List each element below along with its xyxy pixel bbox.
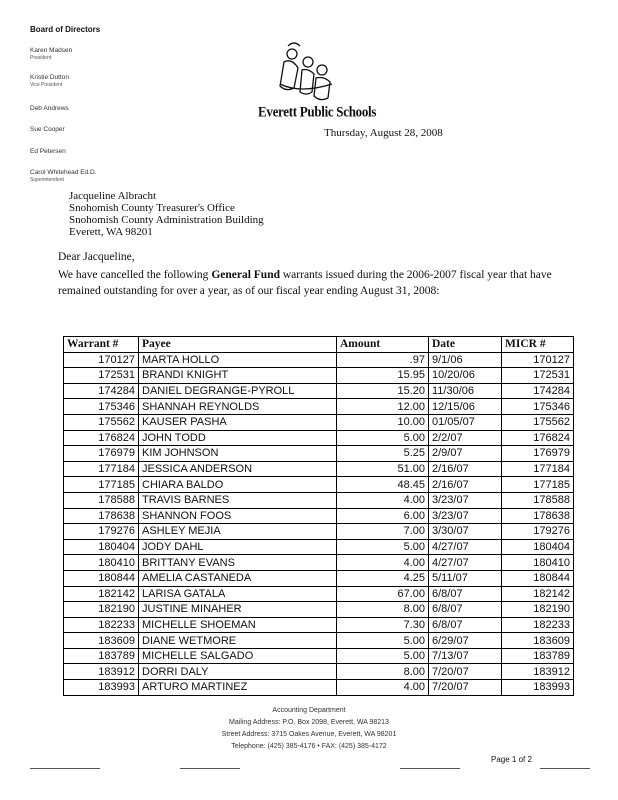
cell-amount: 4.00 [337, 680, 429, 696]
cell-micr: 183609 [502, 633, 574, 649]
cell-date: 2/16/07 [429, 477, 502, 493]
cell-micr: 177184 [502, 461, 574, 477]
member-role: Superintendent [30, 177, 64, 183]
footer-rule [540, 768, 590, 769]
cell-date: 3/23/07 [429, 492, 502, 508]
cell-payee: JESSICA ANDERSON [139, 461, 337, 477]
table-row [64, 602, 574, 618]
cell-date: 10/20/06 [429, 368, 502, 384]
cell-payee: KAUSER PASHA [139, 414, 337, 430]
board-of-directors [30, 25, 150, 34]
cell-date: 2/16/07 [429, 461, 502, 477]
table-row [64, 352, 574, 368]
cell-warrant: 180404 [64, 539, 139, 555]
cell-date: 7/20/07 [429, 680, 502, 696]
cell-warrant: 175562 [64, 414, 139, 430]
cell-date: 2/9/07 [429, 446, 502, 462]
footer-rule [400, 768, 460, 769]
cell-amount: 5.00 [337, 648, 429, 664]
header-date: Date [429, 337, 502, 353]
table-row [64, 414, 574, 430]
cell-payee: MICHELLE SALGADO [139, 648, 337, 664]
cell-payee: BRANDI KNIGHT [139, 368, 337, 384]
cell-payee: AMELIA CASTANEDA [139, 570, 337, 586]
cell-payee: TRAVIS BARNES [139, 492, 337, 508]
table-row [64, 383, 574, 399]
cell-date: 6/8/07 [429, 586, 502, 602]
cell-warrant: 176979 [64, 446, 139, 462]
footer-rule [30, 768, 100, 769]
cell-amount: 48.45 [337, 477, 429, 493]
table-row [64, 368, 574, 384]
cell-payee: DANIEL DEGRANGE-PYROLL [139, 383, 337, 399]
member-role: Vice President [30, 82, 63, 88]
member-name: Sue Cooper [30, 126, 65, 133]
cell-payee: BRITTANY EVANS [139, 555, 337, 571]
cell-warrant: 180410 [64, 555, 139, 571]
cell-micr: 183993 [502, 680, 574, 696]
table-row [64, 586, 574, 602]
header-warrant: Warrant # [64, 337, 139, 353]
cell-amount: 4.00 [337, 492, 429, 508]
cell-micr: 170127 [502, 352, 574, 368]
footer-dept: Accounting Department [272, 707, 346, 714]
member-name: Carol Whitehead Ed.D. [30, 169, 97, 176]
table-row [64, 648, 574, 664]
cell-date: 01/05/07 [429, 414, 502, 430]
member-name: Ed Petersen [30, 148, 66, 155]
cell-micr: 176979 [502, 446, 574, 462]
cell-payee: MARTA HOLLO [139, 352, 337, 368]
cell-amount: 4.00 [337, 555, 429, 571]
board-member [30, 105, 69, 112]
letter-date: Thursday, August 28, 2008 [324, 127, 443, 139]
cell-date: 7/13/07 [429, 648, 502, 664]
cell-micr: 180844 [502, 570, 574, 586]
table-row [64, 399, 574, 415]
cell-amount: 8.00 [337, 602, 429, 618]
cell-micr: 182233 [502, 617, 574, 633]
cell-amount: 67.00 [337, 586, 429, 602]
member-name: Karen Madsen [30, 47, 73, 54]
cell-amount: 5.00 [337, 430, 429, 446]
table-row [64, 430, 574, 446]
cell-amount: 12.00 [337, 399, 429, 415]
address-line: Everett, WA 98201 [69, 226, 153, 238]
board-member [30, 148, 66, 155]
table-row [64, 524, 574, 540]
cell-amount: 15.20 [337, 383, 429, 399]
cell-payee: DORRI DALY [139, 664, 337, 680]
cell-micr: 175562 [502, 414, 574, 430]
cell-date: 7/20/07 [429, 664, 502, 680]
cell-payee: ASHLEY MEJIA [139, 524, 337, 540]
cell-amount: .97 [337, 352, 429, 368]
cell-micr: 180410 [502, 555, 574, 571]
header-amount: Amount [337, 337, 429, 353]
school-logo-text: Everett Public Schools [258, 102, 377, 121]
table-row [64, 617, 574, 633]
page-number: Page 1 of 2 [491, 755, 532, 764]
table-header-row [64, 337, 574, 353]
cell-warrant: 177184 [64, 461, 139, 477]
cell-warrant: 178588 [64, 492, 139, 508]
cell-date: 6/8/07 [429, 602, 502, 618]
cell-payee: JODY DAHL [139, 539, 337, 555]
cell-date: 6/8/07 [429, 617, 502, 633]
letter-body [58, 268, 578, 299]
cell-date: 11/30/06 [429, 383, 502, 399]
cell-amount: 8.00 [337, 664, 429, 680]
cell-warrant: 183789 [64, 648, 139, 664]
footer-mailing: Mailing Address: P.O. Box 2098, Everett, WA 98213 [229, 719, 389, 726]
cell-warrant: 170127 [64, 352, 139, 368]
cell-warrant: 177185 [64, 477, 139, 493]
board-member [30, 47, 72, 61]
cell-warrant: 172531 [64, 368, 139, 384]
salutation: Dear Jacqueline, [58, 251, 135, 263]
cell-payee: SHANNAH REYNOLDS [139, 399, 337, 415]
cell-amount: 51.00 [337, 461, 429, 477]
member-name: Kristie Dutton [30, 74, 70, 81]
footer-street: Street Address: 3715 Oakes Avenue, Everett, WA 98201 [221, 731, 397, 738]
cell-date: 6/29/07 [429, 633, 502, 649]
cell-micr: 178638 [502, 508, 574, 524]
cell-payee: SHANNON FOOS [139, 508, 337, 524]
cell-amount: 15.95 [337, 368, 429, 384]
cell-amount: 5.25 [337, 446, 429, 462]
cell-micr: 182190 [502, 602, 574, 618]
cell-micr: 182142 [502, 586, 574, 602]
cell-micr: 176824 [502, 430, 574, 446]
member-role: President [30, 55, 52, 61]
cell-amount: 10.00 [337, 414, 429, 430]
cell-amount: 7.00 [337, 524, 429, 540]
board-member [30, 169, 96, 183]
cell-micr: 183789 [502, 648, 574, 664]
table-row [64, 477, 574, 493]
cell-warrant: 182190 [64, 602, 139, 618]
cell-micr: 179276 [502, 524, 574, 540]
cell-date: 4/27/07 [429, 539, 502, 555]
cell-warrant: 182233 [64, 617, 139, 633]
cell-payee: KIM JOHNSON [139, 446, 337, 462]
recipient-address [69, 190, 264, 238]
table-row [64, 508, 574, 524]
cell-micr: 177185 [502, 477, 574, 493]
cell-amount: 4.25 [337, 570, 429, 586]
footer-phone: Telephone: (425) 385-4176 • FAX: (425) 385-4172 [231, 743, 387, 750]
cell-payee: JUSTINE MINAHER [139, 602, 337, 618]
cell-warrant: 183609 [64, 633, 139, 649]
table-row [64, 492, 574, 508]
table-body [64, 352, 574, 695]
board-member [30, 74, 69, 88]
cell-warrant: 178638 [64, 508, 139, 524]
warrants-table [63, 336, 574, 696]
cell-micr: 175346 [502, 399, 574, 415]
address-line: Snohomish County Treasurer's Office [69, 202, 235, 214]
table-row [64, 446, 574, 462]
table-row [64, 461, 574, 477]
cell-micr: 183912 [502, 664, 574, 680]
footer [0, 705, 618, 753]
cell-date: 9/1/06 [429, 352, 502, 368]
board-member [30, 126, 65, 133]
table-row [64, 664, 574, 680]
address-line: Snohomish County Administration Building [69, 214, 264, 226]
header-payee: Payee [139, 337, 337, 353]
cell-payee: MICHELLE SHOEMAN [139, 617, 337, 633]
table-row [64, 539, 574, 555]
cell-amount: 5.00 [337, 633, 429, 649]
cell-micr: 172531 [502, 368, 574, 384]
cell-date: 3/30/07 [429, 524, 502, 540]
cell-date: 12/15/06 [429, 399, 502, 415]
cell-amount: 6.00 [337, 508, 429, 524]
table-row [64, 680, 574, 696]
header-micr: MICR # [502, 337, 574, 353]
footer-rule [180, 768, 240, 769]
cell-warrant: 179276 [64, 524, 139, 540]
cell-date: 4/27/07 [429, 555, 502, 571]
cell-amount: 7.30 [337, 617, 429, 633]
cell-date: 5/11/07 [429, 570, 502, 586]
cell-warrant: 175346 [64, 399, 139, 415]
table-row [64, 555, 574, 571]
cell-micr: 180404 [502, 539, 574, 555]
cell-warrant: 180844 [64, 570, 139, 586]
body-text: warrants issued during the 2006-2007 fiscal year that have remained outstanding for over a year, as of our fiscal year ending August 31, 2008: [58, 269, 552, 297]
member-name: Deb Andrews [30, 105, 69, 112]
cell-warrant: 183993 [64, 680, 139, 696]
board-heading: Board of Directors [30, 25, 101, 34]
table-row [64, 633, 574, 649]
cell-payee: JOHN TODD [139, 430, 337, 446]
cell-amount: 5.00 [337, 539, 429, 555]
body-text: We have cancelled the following [58, 269, 212, 281]
cell-date: 3/23/07 [429, 508, 502, 524]
address-line: Jacqueline Albracht [69, 190, 157, 202]
cell-warrant: 174284 [64, 383, 139, 399]
cell-micr: 178588 [502, 492, 574, 508]
cell-date: 2/2/07 [429, 430, 502, 446]
body-emphasis: General Fund [211, 269, 280, 281]
cell-payee: DIANE WETMORE [139, 633, 337, 649]
table-row [64, 570, 574, 586]
cell-warrant: 183912 [64, 664, 139, 680]
cell-micr: 174284 [502, 383, 574, 399]
cell-payee: LARISA GATALA [139, 586, 337, 602]
cell-warrant: 176824 [64, 430, 139, 446]
cell-payee: CHIARA BALDO [139, 477, 337, 493]
cell-payee: ARTURO MARTINEZ [139, 680, 337, 696]
cell-warrant: 182142 [64, 586, 139, 602]
